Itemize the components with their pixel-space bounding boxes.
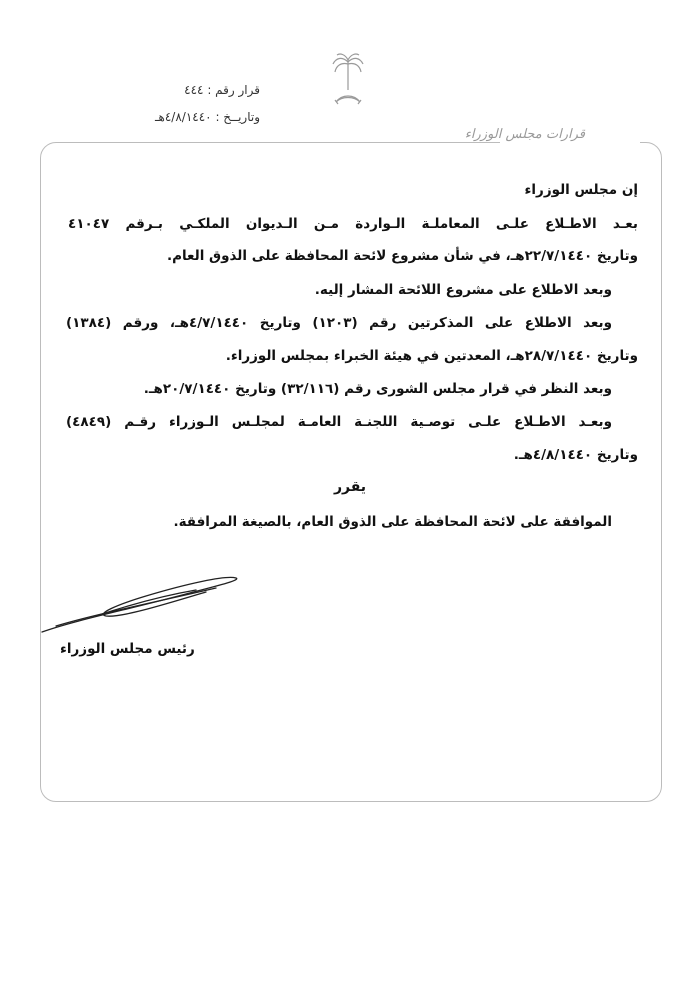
paragraph-2: وبعد الاطلاع على مشروع اللائحة المشار إليه. [314,282,612,298]
letterhead-line-3: قرارات مجلس الوزراء [464,127,585,142]
paragraph-3-line-1: وبعد الاطلاع على المذكرتين رقم (١٢٠٣) وتاريخ ٤/٧/١٤٤٠هـ، ورقم (١٣٨٤) [66,315,612,331]
paragraph-5-line-1: وبعـد الاطـلاع علـى توصـية اللجنـة العامـة لمجلـس الـوزراء رقـم (٤٨٤٩) [66,414,612,430]
decision-number-value: ٤٤٤ [184,83,204,97]
paragraph-1-line-1: بعـد الاطـلاع علـى المعاملـة الـواردة مـن الـديوان الملكـي بـرقم ٤١٠٤٧ [68,216,638,232]
paragraph-1-line-2: وتاريخ ٢٢/٧/١٤٤٠هـ، في شأن مشروع لائحة المحافظة على الذوق العام. [166,248,638,264]
paragraph-4: وبعد النظر في قرار مجلس الشورى رقم (٣٢/١١٦) وتاريخ ٢٠/٧/١٤٤٠هـ. [143,381,612,397]
paragraph-3-line-2: وتاريخ ٢٨/٧/١٤٤٠هـ، المعدتين في هيئة الخبراء بمجلس الوزراء. [225,348,638,364]
signer-title: رئيس مجلس الوزراء [60,641,195,657]
handwritten-signature [36,570,246,640]
decision-number-label: قرار رقم : [207,83,260,97]
palm-swords-emblem-icon [328,50,368,110]
decision-number [80,83,260,97]
opening-line: إن مجلس الوزراء [524,182,638,198]
decision-date [80,110,260,124]
decides-heading: يقرر [333,479,367,495]
content-frame [40,142,662,802]
paragraph-5-line-2: وتاريخ ٤/٨/١٤٤٠هـ. [513,447,638,463]
decision-date-label: وتاريــخ : [215,110,260,124]
decision-date-value: ٤/٨/١٤٤٠هـ [155,110,212,124]
decision-text: الموافقة على لائحة المحافظة على الذوق العام، بالصيغة المرافقة. [173,514,612,530]
